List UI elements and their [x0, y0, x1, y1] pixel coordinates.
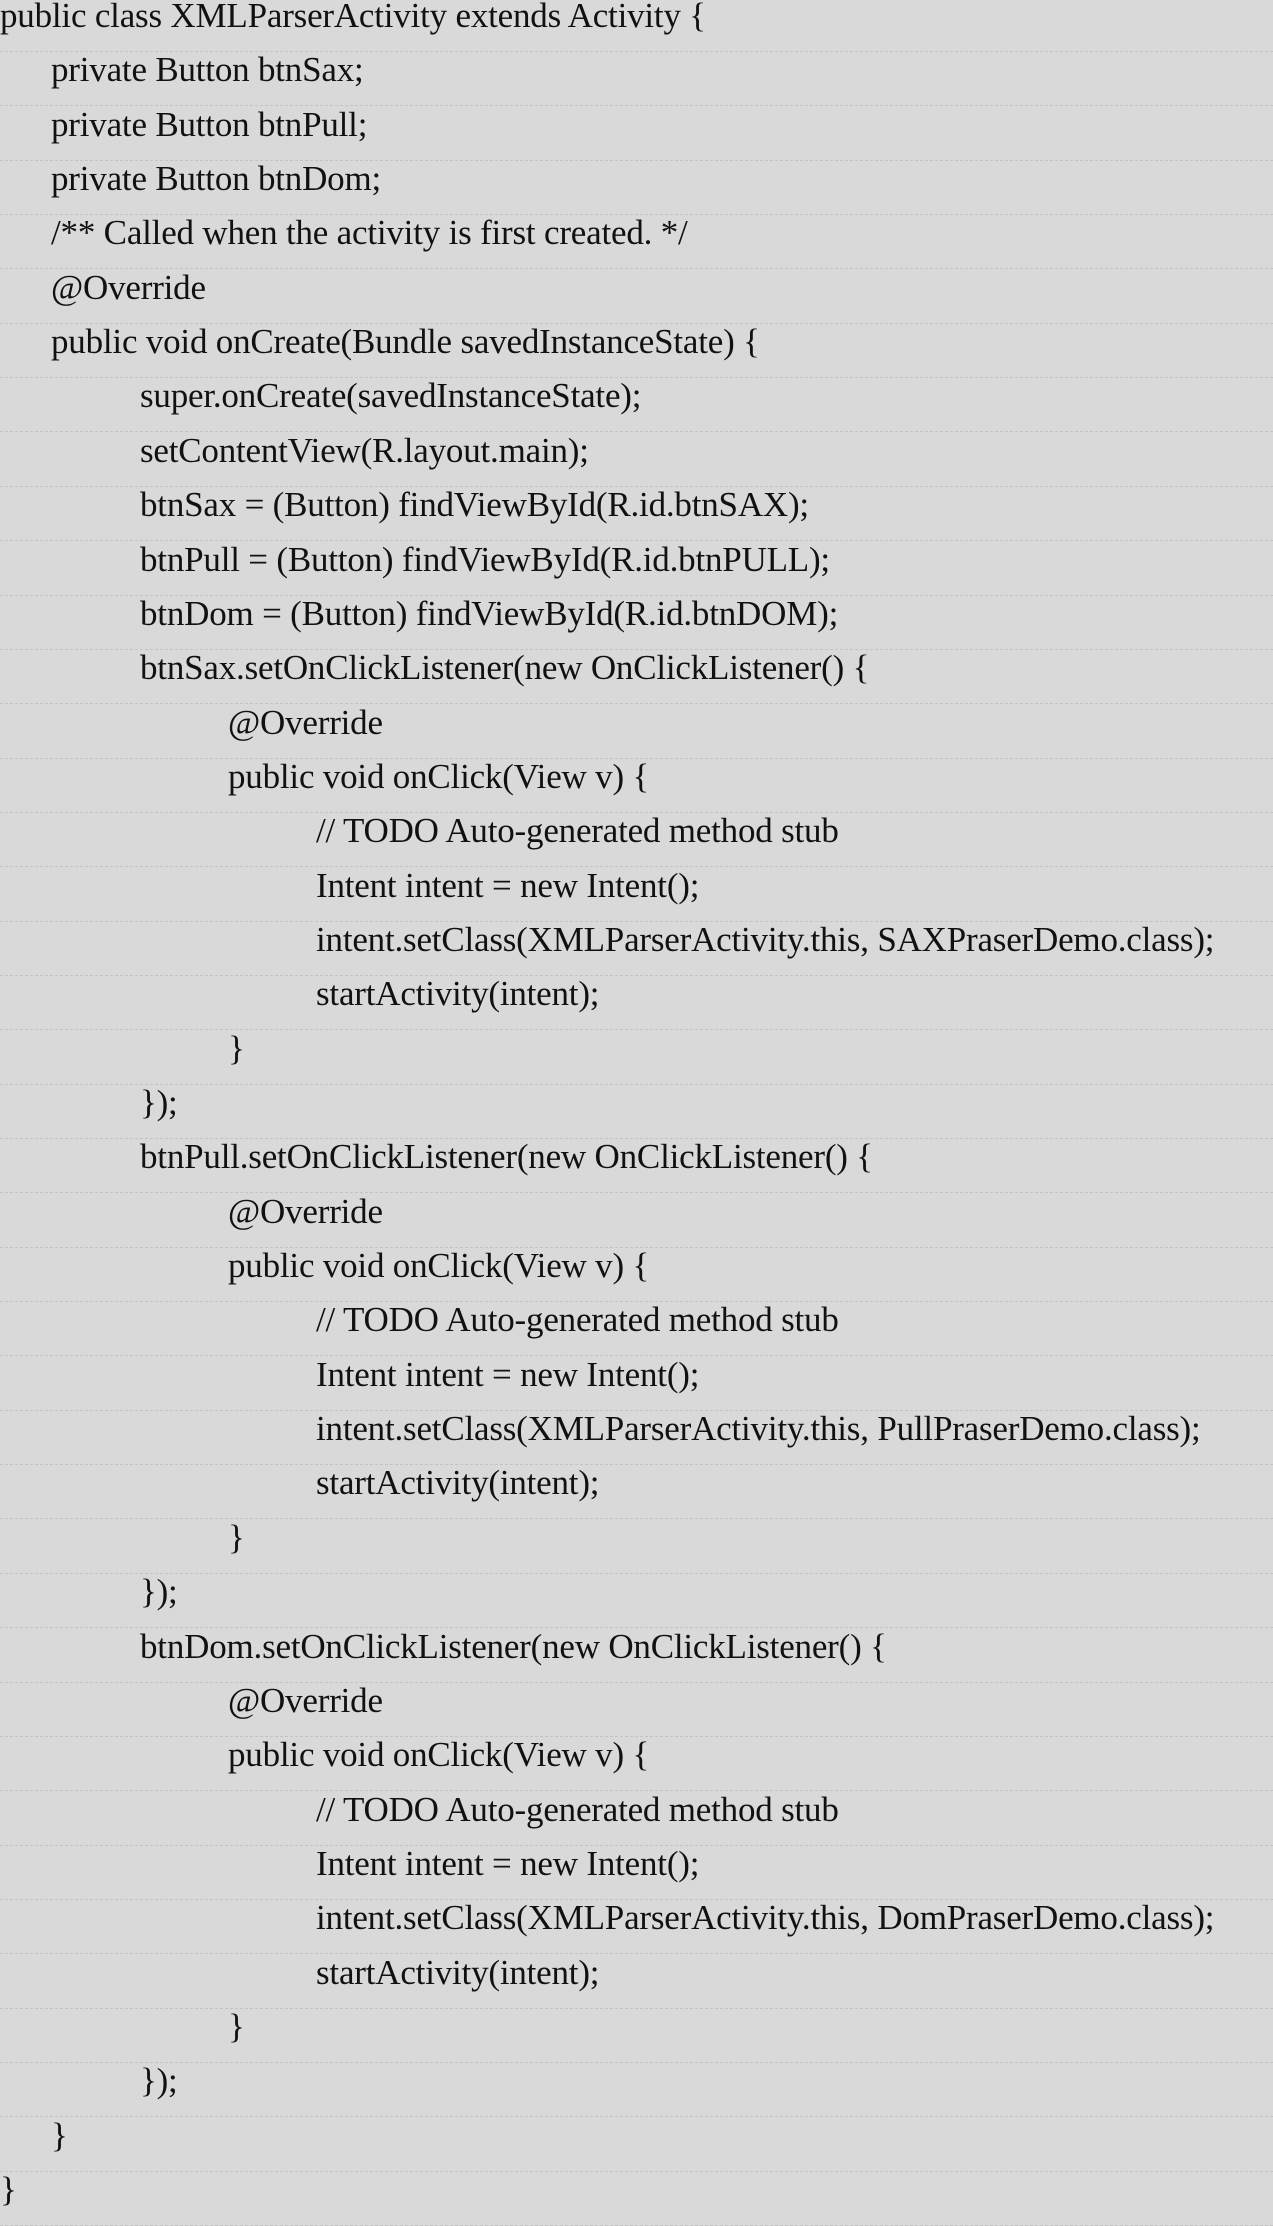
code-line-text: public void onClick(View v) { — [228, 1735, 650, 1775]
code-line-text: startActivity(intent); — [316, 1463, 600, 1503]
code-line — [0, 1737, 1273, 1791]
code-line — [0, 1411, 1273, 1465]
code-line — [0, 378, 1273, 432]
code-line-text: // TODO Auto-generated method stub — [316, 811, 839, 851]
code-line — [0, 1680, 1273, 1737]
code-line-text: /** Called when the activity is first created. */ — [51, 213, 688, 253]
code-line — [0, 1085, 1273, 1139]
code-line-text: Intent intent = new Intent(); — [316, 1354, 700, 1394]
code-line — [0, 1139, 1273, 1193]
code-line-text: private Button btnSax; — [51, 50, 364, 90]
code-line-text: } — [228, 1517, 245, 1557]
code-line — [0, 865, 1273, 922]
code-line-text: Intent intent = new Intent(); — [316, 865, 700, 905]
code-line — [0, 650, 1273, 704]
code-line — [0, 1191, 1273, 1248]
code-line-text: btnDom.setOnClickListener(new OnClickListener() { — [140, 1626, 887, 1666]
code-line-text: @Override — [228, 702, 383, 742]
code-line-text: btnSax.setOnClickListener(new OnClickListener() { — [140, 648, 870, 688]
code-line — [0, 813, 1273, 867]
code-line-text: intent.setClass(XMLParserActivity.this, PullPraserDemo.class); — [316, 1409, 1201, 1449]
code-line-text: btnDom = (Button) findViewById(R.id.btnDOM); — [140, 593, 839, 633]
code-line — [0, 487, 1273, 541]
code-line-text: @Override — [51, 267, 206, 307]
code-line-text: }); — [140, 2061, 178, 2101]
code-line — [0, 430, 1273, 487]
code-line-text: startActivity(intent); — [316, 1952, 600, 1992]
code-line-text: // TODO Auto-generated method stub — [316, 1300, 839, 1340]
code-line — [0, 2115, 1273, 2172]
code-line — [0, 1952, 1273, 2009]
code-line-text: public class XMLParserActivity extends Activity { — [0, 0, 706, 35]
code-line — [0, 2006, 1273, 2063]
code-line-text: }); — [140, 1572, 178, 1612]
code-line-text: super.onCreate(savedInstanceState); — [140, 376, 642, 416]
code-line-text: public void onCreate(Bundle savedInstanceState) { — [51, 322, 760, 362]
code-line — [0, 919, 1273, 976]
code-line-text: public void onClick(View v) { — [228, 756, 650, 796]
code-line — [0, 1574, 1273, 1628]
code-line — [0, 0, 1273, 52]
code-line — [0, 52, 1273, 106]
code-line-text: startActivity(intent); — [316, 974, 600, 1014]
code-line — [0, 1517, 1273, 1574]
code-line — [0, 267, 1273, 324]
code-line-text: public void onClick(View v) { — [228, 1246, 650, 1286]
code-line — [0, 1248, 1273, 1302]
code-line-text: } — [51, 2115, 68, 2155]
code-line — [0, 1789, 1273, 1846]
code-line-text: btnPull.setOnClickListener(new OnClickListener() { — [140, 1137, 873, 1177]
code-line-text: private Button btnPull; — [51, 104, 368, 144]
code-line — [0, 2172, 1273, 2226]
code-line-text: intent.setClass(XMLParserActivity.this, DomPraserDemo.class); — [316, 1898, 1215, 1938]
code-line-text: @Override — [228, 1191, 383, 1231]
code-line-text: @Override — [228, 1680, 383, 1720]
code-line-text: } — [228, 2006, 245, 2046]
code-line — [0, 324, 1273, 378]
code-line — [0, 215, 1273, 269]
code-line — [0, 1302, 1273, 1356]
code-line — [0, 1626, 1273, 1683]
code-line — [0, 976, 1273, 1030]
code-line-text: }); — [140, 1083, 178, 1122]
code-line — [0, 702, 1273, 759]
code-line-text: } — [0, 2170, 17, 2209]
code-line-text: intent.setClass(XMLParserActivity.this, SAXPraserDemo.class); — [316, 919, 1215, 959]
code-line-text: private Button btnDom; — [51, 159, 382, 199]
code-line — [0, 2063, 1273, 2117]
code-line — [0, 1354, 1273, 1411]
code-line — [0, 1465, 1273, 1519]
code-line — [0, 161, 1273, 215]
code-line-text: setContentView(R.layout.main); — [140, 430, 589, 470]
code-line-text: btnPull = (Button) findViewById(R.id.btnPULL); — [140, 539, 830, 579]
code-line — [0, 1843, 1273, 1900]
code-line-text: } — [228, 1028, 245, 1068]
code-line — [0, 104, 1273, 161]
code-line — [0, 756, 1273, 813]
code-line-text: Intent intent = new Intent(); — [316, 1843, 700, 1883]
code-line — [0, 539, 1273, 596]
code-line — [0, 593, 1273, 650]
code-line-text: btnSax = (Button) findViewById(R.id.btnSAX); — [140, 485, 809, 525]
code-line-text: // TODO Auto-generated method stub — [316, 1789, 839, 1829]
code-line — [0, 1028, 1273, 1085]
code-line — [0, 1900, 1273, 1954]
